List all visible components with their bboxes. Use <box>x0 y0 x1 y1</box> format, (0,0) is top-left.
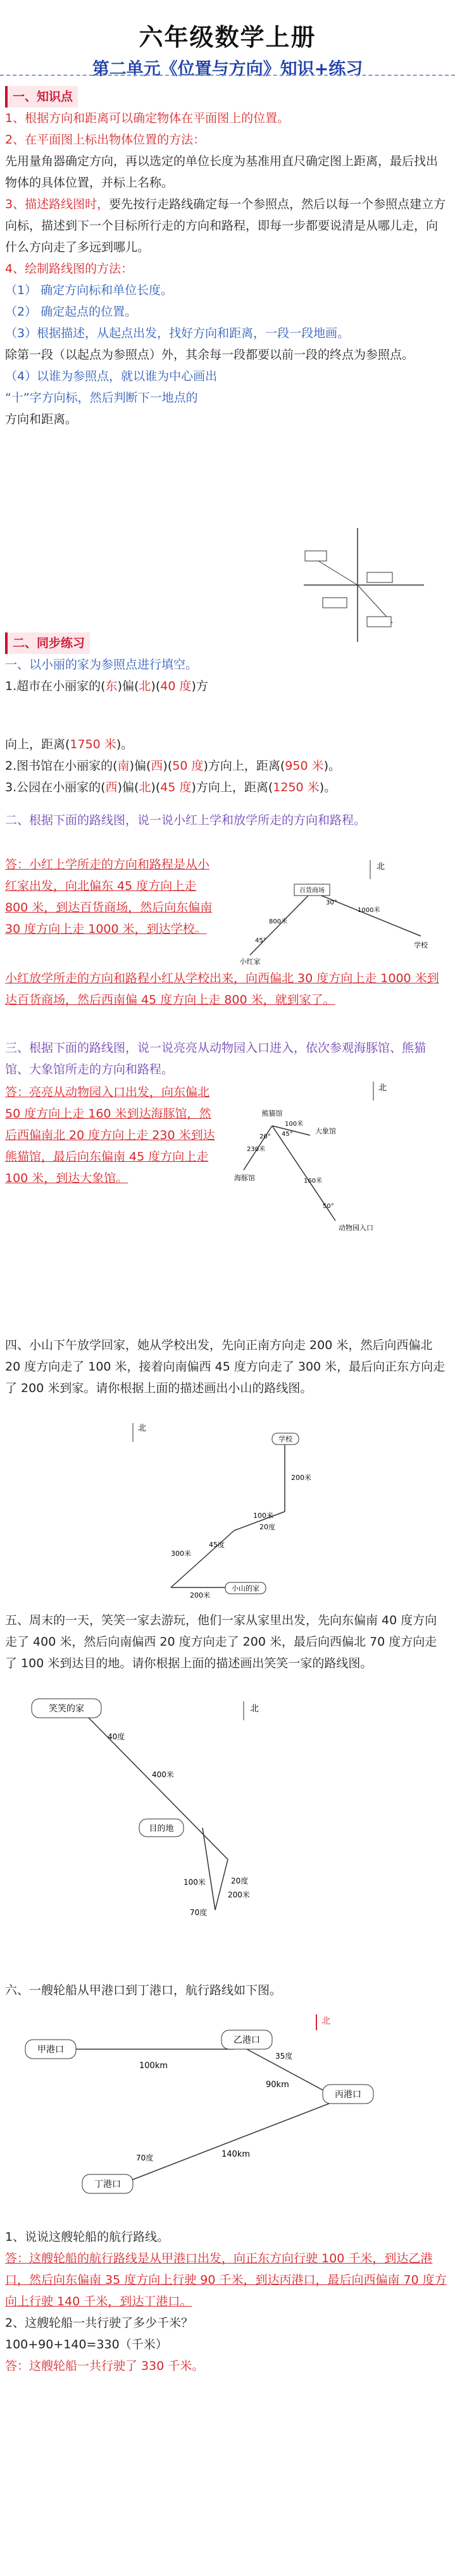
route-2 <box>312 892 421 936</box>
worksheet <box>0 0 455 91</box>
dist-label: 160米 <box>304 1178 323 1185</box>
angle-label: 70度 <box>190 1908 208 1917</box>
q1-continued <box>5 734 448 798</box>
dist-label: 100米 <box>184 1878 206 1887</box>
north-label: 北 <box>138 1424 147 1433</box>
q5-diagram <box>25 1695 316 1935</box>
q1-text: )偏( <box>117 780 139 794</box>
q6-sub-2: 2、这艘轮船一共行驶了多少千米？ <box>5 2316 194 2330</box>
step-4c: 方向和距离。 <box>5 412 78 426</box>
step-1: （1） 确定方向标和单位长度。 <box>5 283 173 297</box>
page-title: 六年级数学上册 <box>139 23 316 51</box>
map-box <box>367 617 391 627</box>
angle-label: 20度 <box>259 1523 275 1531</box>
dist-label: 200米 <box>228 1890 250 1899</box>
mall-label: 百货商场 <box>299 887 325 894</box>
q6-calc: 100+90+140=330（千米） <box>5 2338 168 2351</box>
q6-answers <box>5 2226 448 2377</box>
q1-text: )偏( <box>117 679 139 693</box>
port-a-label: 甲港口 <box>37 2045 64 2055</box>
dist-label: 100km <box>139 2061 168 2071</box>
q1-text: 3.公园在小丽家的( <box>5 780 106 794</box>
q1-text: )方 <box>191 679 208 693</box>
q6-section <box>5 1980 448 2001</box>
angle-label: 20度 <box>231 1877 249 1885</box>
step-3: （3）根据描述，从起点出发，找好方向和距离，一段一段地画。 <box>5 326 350 340</box>
dist-label: 90km <box>266 2080 289 2090</box>
point-4: 4、绘制路线图的方法： <box>5 262 134 276</box>
dist-label: 1000米 <box>358 907 380 914</box>
q1-text: )。 <box>319 780 337 794</box>
angle-label: 45° <box>255 937 266 944</box>
q1-answer: 南 <box>117 759 130 773</box>
q4-head: 四、小山下午放学回家，她从学校出发，先向正南方向走 200 米，然后向西偏北 20 度方向走了 100 米，接着向南偏西 45 度方向走了 300 米，最后向正东方向走了 200 米到家。请你根据上面的描述画出小山的路线图。 <box>5 1338 446 1395</box>
q3-section <box>5 1037 448 1080</box>
q1-text: )。 <box>323 759 341 773</box>
q1-map <box>297 645 443 683</box>
q1-text: )( <box>151 679 161 693</box>
step-2: （2） 确定起点的位置。 <box>5 305 137 319</box>
compass-diagram <box>297 522 443 648</box>
section-tag: 一、知识点 <box>5 86 78 108</box>
q2-answer-block <box>5 854 214 940</box>
q1-answer: 北 <box>139 679 151 693</box>
route-3 <box>127 2104 329 2182</box>
point-2-body: 先用量角器确定方向，再以选定的单位长度为基准用直尺确定图上距离，最后找出物体的具体位置，并标上名称。 <box>5 154 439 190</box>
dist-label: 100米 <box>285 1121 304 1128</box>
q1-answer: 1250 米 <box>273 780 320 794</box>
home-label: 小山的家 <box>232 1584 259 1593</box>
point-1: 1、根据方向和距离可以确定物体在平面图上的位置。 <box>5 111 290 125</box>
q2-diagram <box>225 854 446 968</box>
page-subtitle: 第二单元《位置与方向》知识+练习 <box>92 59 363 79</box>
map-box <box>323 598 347 608</box>
q6-answer-1: 答：这艘轮船的航行路线是从甲港口出发，向正东方向行驶 100 千米，到达乙港口，然后向东偏南 35 度方向上行驶 90 千米，到达丙港口，最后向西偏南 70 度方向上行驶 140 千米，到达丁港口。 <box>5 2252 447 2308</box>
ray-1 <box>316 560 358 585</box>
dist-label: 200米 <box>190 1591 210 1599</box>
q1-answer: 西 <box>105 780 118 794</box>
q1-answer: 东 <box>105 679 118 693</box>
q1-text: )( <box>151 780 161 794</box>
q1-text: )方向上，距离( <box>203 759 285 773</box>
dist-label: 300米 <box>171 1550 191 1558</box>
home-label: 笑笑的家 <box>49 1704 84 1714</box>
step-4a: （4）以谁为参照点，就以谁为中心画出 <box>5 369 218 383</box>
angle-label: 45度 <box>209 1541 225 1549</box>
angle-label: 50° <box>323 1203 334 1210</box>
q1-text: 1.超市在小丽家的( <box>5 679 106 693</box>
q2-answer-2 <box>5 968 448 1011</box>
map-box <box>367 572 392 582</box>
dist-label: 230米 <box>247 1146 266 1153</box>
q5-section <box>5 1610 448 1674</box>
north-label: 北 <box>321 2016 330 2026</box>
entry-label: 动物园入口 <box>339 1224 373 1232</box>
dist-label: 800米 <box>269 918 288 925</box>
point-2: 2、在平面图上标出物体位置的方法： <box>5 133 206 147</box>
angle-label: 70度 <box>136 2154 154 2162</box>
port-c-label: 丙港口 <box>335 2090 361 2100</box>
step-4b: “十”字方向标，然后判断下一地点的 <box>5 391 198 405</box>
panda-label: 熊猫馆 <box>261 1109 283 1118</box>
q2-answer: 答：小红上学所走的方向和路程是从小红家出发，向北偏东 45 度方向上走 800 米，到达百货商场，然后向东偏南 30 度方向上走 1000 米，到达学校。 <box>5 858 213 936</box>
q3-answer: 答：亮亮从动物园入口出发，向东偏北 50 度方向上走 160 米到达海豚馆，然后西偏南北 20 度方向上走 230 米到达熊猫馆，最后向东偏南 45 度方向上走 100 米，到达大象馆。 <box>5 1085 215 1185</box>
q6-head: 六、一艘轮船从甲港口到丁港口，航行路线如下图。 <box>5 1983 282 1997</box>
q3-answer-block <box>5 1082 217 1189</box>
divider <box>0 75 455 76</box>
map-box <box>305 551 327 561</box>
dist-label: 200米 <box>291 1474 311 1482</box>
q6-diagram <box>13 2011 430 2201</box>
port-d-label: 丁港口 <box>94 2179 121 2190</box>
home-label: 小红家 <box>239 958 261 966</box>
q1-answer: 北 <box>139 780 151 794</box>
dest-label: 目的地 <box>149 1824 174 1833</box>
north-label: 北 <box>377 862 385 872</box>
q1-text: )偏( <box>129 759 151 773</box>
q1-answer: 45 度 <box>160 780 192 794</box>
q1-answer: 1750 米 <box>70 737 116 751</box>
q1-head: 一、以小丽的家为参照点进行填空。 <box>5 658 198 672</box>
dist-label: 100米 <box>253 1512 273 1520</box>
route-3 <box>171 1531 234 1587</box>
angle-label: 20° <box>259 1133 271 1140</box>
q1-answer: 50 度 <box>172 759 204 773</box>
dist-label: 400米 <box>152 1770 174 1779</box>
north-label: 北 <box>250 1704 259 1714</box>
north-label: 北 <box>378 1083 387 1093</box>
q3-diagram <box>221 1075 449 1240</box>
q2-section <box>5 810 448 831</box>
angle-label: 35度 <box>275 2052 293 2061</box>
q1-answer: 西 <box>151 759 163 773</box>
q6-sub-1: 1、说说这艘轮船的航行路线。 <box>5 2230 170 2244</box>
q1-answer: 950 米 <box>285 759 324 773</box>
route-2 <box>215 1859 228 1910</box>
step-3-tail: 除第一段（以起点为参照点）外，其余每一段都要以前一段的终点为参照点。 <box>5 348 414 362</box>
angle-label: 40度 <box>108 1732 125 1741</box>
section-tag: 二、同步练习 <box>5 632 90 654</box>
q2-answer-2-text: 小红放学所走的方向和路程小红从学校出来，向西偏北 30 度方向上走 1000 米到达百货商场，然后西南偏 45 度方向上走 800 米，就到家了。 <box>5 971 439 1007</box>
elephant-label: 大象馆 <box>315 1127 336 1135</box>
q1-text: 向上，距离( <box>5 737 70 751</box>
q2-head: 二、根据下面的路线图，说一说小红上学和放学所走的方向和路程。 <box>5 813 366 827</box>
q4-section <box>5 1334 448 1399</box>
dist-label: 140km <box>221 2150 251 2159</box>
angle-label: 45° <box>282 1131 293 1138</box>
point-3-head: 3、描述路线图时， <box>5 197 109 211</box>
q5-head: 五、周末的一天，笑笑一家去游玩，他们一家从家里出发，先向东偏南 40 度方向走了 400 米，然后向南偏西 20 度方向走了 200 米，最后向西偏北 70 度方向走了 100 米到达目的地。请你根据上面的描述画出笑笑一家的路线图。 <box>5 1613 437 1670</box>
school-label: 学校 <box>414 941 428 949</box>
port-b-label: 乙港口 <box>234 2035 260 2045</box>
q6-answer-2: 答：这艘轮船一共行驶了 330 千米。 <box>5 2359 204 2373</box>
angle-label: 30° <box>326 899 337 906</box>
q4-diagram <box>101 1417 354 1600</box>
knowledge-section <box>5 86 448 430</box>
q1-text: 2.图书馆在小丽家的( <box>5 759 118 773</box>
point-3-body: 要先按行走路线确定每一个参照点，然后以每一个参照点建立方向标，描述到下一个目标所行走的方向和路程，即每一步都要说清是从哪儿走，向什么方向走了多远到哪儿。 <box>5 197 446 254</box>
dolphin-label: 海豚馆 <box>234 1174 255 1182</box>
q1-answer: 40 度 <box>160 679 192 693</box>
q1-text: )。 <box>116 737 134 751</box>
q1-text: )方向上，距离( <box>191 780 273 794</box>
school-label: 学校 <box>278 1435 292 1443</box>
q1-text: )( <box>163 759 173 773</box>
q3-head: 三、根据下面的路线图，说一说亮亮从动物园入口进入，依次参观海豚馆、熊猫馆、大象馆所走的方向和路程。 <box>5 1041 427 1076</box>
